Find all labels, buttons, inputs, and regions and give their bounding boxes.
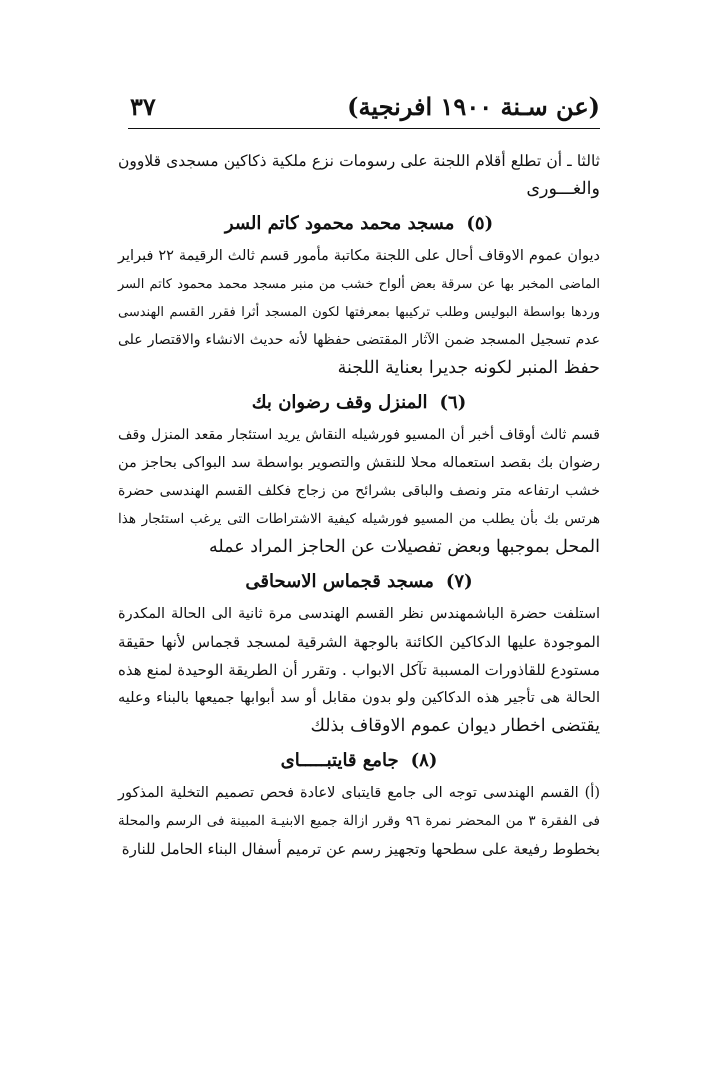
text-line: رضوان بك بقصد استعماله محلا للنقش والتصوير بواسطة سد البواكى بحاجز من	[118, 455, 600, 471]
text-line: المحل بموجبها وبعض تفصيلات عن الحاجز المراد عمله	[208, 537, 600, 557]
text-line: خشب ارتفاعه متر ونصف والباقى بشرائح من زجاج فكلف القسم الهندسى حضرة	[118, 483, 600, 499]
text-line: ثالثا ـ أن تطلع أقلام اللجنة على رسومات نزع ملكية ذكاكين مسجدى قلاوون	[118, 152, 600, 170]
text-line: وردها بواسطة البوليس وطلب تركيبها بمعرفتها لكون المسجد أثرا فقرر القسم الهندسى	[118, 305, 600, 320]
text-line: يقتضى اخطار ديوان عموم الاوقاف بذلك	[310, 716, 600, 736]
text-line: مستودع للقاذورات المسببة تآكل الابواب . وتقرر أن الطريقة الوحيدة لمنع هذه	[118, 661, 601, 679]
section-heading	[118, 211, 600, 237]
section-title: مسجد محمد محمود كاتم السر	[224, 213, 455, 234]
text-line: الحالة هى تأجير هذه الدكاكين ولو بدون مقابل أو سد أبوابها جميعها بالبناء وعليه	[118, 690, 600, 706]
text-line: (أ) القسم الهندسى توجه الى جامع قايتباى لاعادة فحص تصميم التخلية المذكور	[118, 785, 600, 801]
section-title: المنزل وقف رضوان بك	[251, 392, 428, 413]
text-line: ديوان عموم الاوقاف أحال على اللجنة مكاتبة مأمور قسم ثالث الرقيمة ٢٢ فبراير	[118, 248, 600, 264]
page-header	[130, 86, 600, 126]
section-number: (٨)	[410, 750, 438, 771]
text-line: قسم ثالث أوقاف أخبر أن المسيو فورشيله النقاش يريد استئجار مقعد المنزل وقف	[118, 427, 600, 443]
section-heading	[118, 748, 600, 774]
section-number: (٧)	[445, 571, 473, 592]
header-rule	[128, 128, 600, 129]
section-title: جامع قايتبـــــاى	[280, 750, 399, 771]
text-line: حفظ المنبر لكونه جديرا بعناية اللجنة	[337, 358, 600, 378]
text-line: استلفت حضرة الباشمهندس نظر القسم الهندسى مرة ثانية الى الحالة المكدرة	[118, 606, 600, 622]
page-title: (عن سـنة ١٩٠٠ افرنجية)	[347, 91, 600, 121]
text-line: فى الفقرة ٣ من المحضر نمرة ٩٦ وقرر ازالة جميع الابنيـة المبينة فى الرسم والمحلة	[118, 813, 600, 829]
page-number: ٣٧	[130, 91, 156, 121]
text-line: هرتس بك بأن يطلب من المسيو فورشيله كيفية الاشتراطات التى يرغب استئجار هذا	[118, 511, 600, 527]
text-line: عدم تسجيل المسجد ضمن الآثار المقتضى حفظها لأنه حديث الانشاء والاقتصار على	[118, 332, 600, 348]
section-number: (٦)	[439, 392, 467, 413]
section-number: (٥)	[466, 213, 494, 234]
text-line: والغـــورى	[526, 179, 600, 199]
section-heading	[118, 390, 600, 416]
text-line: بخطوط رفيعة على سطحها وتجهيز رسم عن ترميم أسفال البناء الحامل للنارة	[121, 840, 600, 858]
body-text	[118, 150, 600, 866]
section-title: مسجد قجماس الاسحاقى	[245, 571, 434, 592]
text-line: الماضى المخبر بها عن سرقة بعض ألواح خشب من منبر مسجد محمد محمود كاتم السر	[118, 277, 600, 292]
section-heading	[118, 569, 600, 595]
text-line: الموجودة عليها الدكاكين الكائنة بالوجهة الشرقية لمسجد قجماس لأنها حقيقة	[118, 633, 600, 651]
